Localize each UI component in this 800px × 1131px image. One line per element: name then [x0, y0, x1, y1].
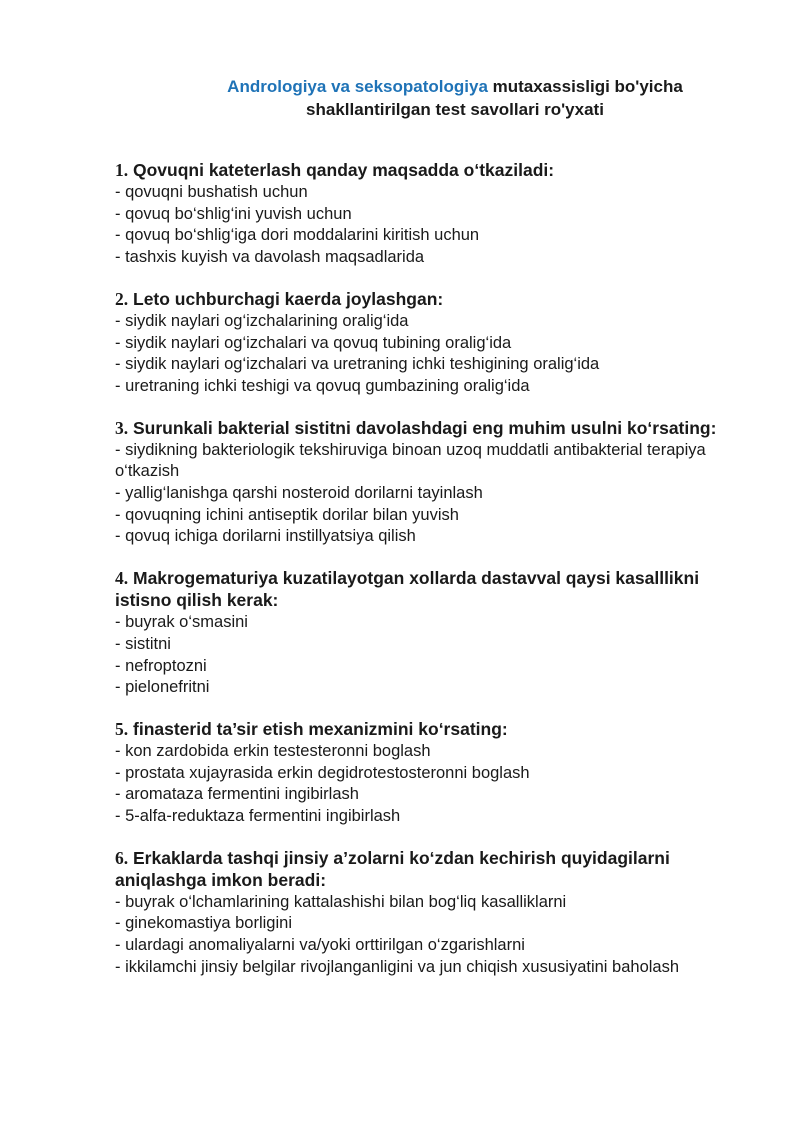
- answer-list: [115, 741, 755, 828]
- question-1: [115, 159, 755, 269]
- answer-option: - nefroptozni: [115, 656, 207, 675]
- question-number: 6.: [115, 847, 129, 868]
- question-6: [115, 847, 755, 979]
- question-2: [115, 288, 755, 398]
- answer-option: - ginekomastiya borligini: [115, 914, 292, 933]
- question-number: 4.: [115, 568, 129, 589]
- title-line1-rest: mutaxassisligi bo'yicha: [487, 77, 683, 96]
- question-number: 5.: [115, 718, 129, 739]
- question-4: [115, 567, 755, 699]
- question-3: [115, 417, 755, 549]
- answer-option: - tashxis kuyish va davolash maqsadlarida: [115, 248, 425, 267]
- answer-option: - qovuqning ichini antiseptik dorilar bilan yuvish: [115, 505, 459, 524]
- question-text: Surunkali bakterial sistitni davolashdagi eng muhim usulni ko‘rsating:: [133, 417, 717, 438]
- title-line2: shakllantirilgan test savollari ro'yxati: [306, 100, 604, 119]
- answer-option: - qovuq bo‘shlig‘iga dori moddalarini kiritish uchun: [115, 226, 480, 245]
- question-heading: [115, 718, 755, 740]
- question-text: Qovuqni kateterlash qanday maqsadda o‘tkaziladi:: [133, 160, 555, 180]
- answer-option: - qovuq ichiga dorilarni instillyatsiya qilish: [115, 527, 416, 546]
- question-number: 2.: [115, 288, 129, 309]
- answer-option: - buyrak o‘lchamlarining kattalashishi bilan bog‘liq kasalliklarni: [115, 892, 567, 911]
- answer-option: - pielonefritni: [115, 678, 210, 697]
- question-heading: [115, 288, 755, 310]
- answer-option: - uretraning ichki teshigi va qovuq gumbazining oralig‘ida: [115, 376, 530, 395]
- answer-option: - siydikning bakteriologik tekshiruviga binoan uzoq muddatli antibakterial terapiya o‘tkazish: [115, 440, 706, 481]
- title-specialty: Andrologiya va seksopatologiya: [227, 77, 488, 96]
- answer-option: - siydik naylari og‘izchalari va uretraning ichki teshigining oralig‘ida: [115, 355, 600, 374]
- question-list: [115, 159, 755, 998]
- answer-list: [115, 182, 755, 269]
- answer-option: - qovuqni bushatish uchun: [115, 183, 308, 201]
- answer-option: - sistitni: [115, 634, 171, 653]
- answer-option: - ulardagi anomaliyalarni va/yoki orttirilgan o‘zgarishlarni: [115, 936, 525, 955]
- answer-list: [115, 892, 755, 979]
- question-5: [115, 718, 755, 828]
- question-heading: [115, 159, 755, 181]
- answer-option: - siydik naylari og‘izchalari va qovuq tubining oralig‘ida: [115, 333, 512, 352]
- question-heading: [115, 417, 755, 439]
- answer-option: - prostata xujayrasida erkin degidrotestosteronni boglash: [115, 763, 530, 782]
- answer-option: - ikkilamchi jinsiy belgilar rivojlanganligini va jun chiqish xususiyatini baholash: [115, 957, 680, 976]
- answer-list: [115, 440, 755, 549]
- question-heading: [115, 847, 755, 891]
- answer-list: [115, 612, 755, 699]
- answer-option: - buyrak o‘smasini: [115, 613, 248, 632]
- answer-option: - siydik naylari og‘izchalarining oralig‘ida: [115, 311, 409, 330]
- answer-option: - kon zardobida erkin testesteronni boglash: [115, 741, 431, 760]
- question-heading: [115, 567, 755, 611]
- answer-option: - qovuq bo‘shlig‘ini yuvish uchun: [115, 204, 352, 223]
- question-text: Erkaklarda tashqi jinsiy a’zolarni ko‘zdan kechirish quyidagilarni aniqlashga imkon beradi:: [115, 847, 670, 890]
- answer-option: - aromataza fermentini ingibirlash: [115, 785, 359, 804]
- answer-option: - 5-alfa-reduktaza fermentini ingibirlash: [115, 807, 401, 826]
- question-number: 1.: [115, 160, 129, 180]
- question-number: 3.: [115, 417, 129, 438]
- answer-option: - yallig‘lanishga qarshi nosteroid dorilarni tayinlash: [115, 484, 483, 503]
- question-text: Makrogematuriya kuzatilayotgan xollarda dastavval qaysi kasalllikni istisno qilish kerak:: [115, 568, 700, 611]
- question-text: Leto uchburchagi kaerda joylashgan:: [133, 288, 444, 309]
- document-title: [150, 75, 760, 121]
- answer-list: [115, 311, 755, 398]
- question-text: finasterid ta’sir etish mexanizmini ko‘rsating:: [133, 718, 508, 739]
